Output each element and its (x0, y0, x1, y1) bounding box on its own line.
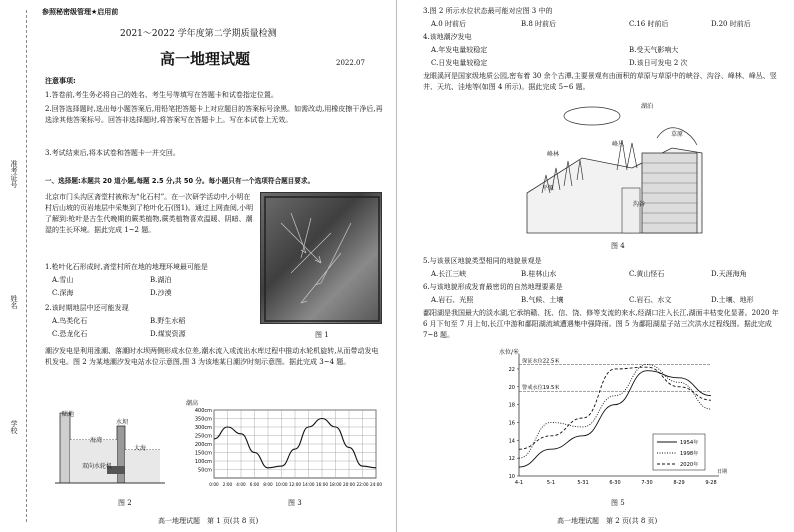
q1-option-c[interactable]: C.深海 (52, 289, 74, 297)
fig5-ytick-label: 10 (508, 474, 515, 480)
fig5-ytick-label: 14 (508, 438, 515, 445)
fig4-landscape (522, 98, 707, 238)
right-footer: 高一地理试题 第 2 页(共 8 页) (557, 517, 658, 525)
q3-option-c[interactable]: C.16 时前后 (629, 20, 669, 28)
notice-3: 3.考试结束后,将本试卷和答题卡一并交回。 (45, 149, 180, 157)
q5-option-b[interactable]: B.桂林山水 (521, 270, 557, 278)
question-6: 6.与该地貌形成发育最密切的自然地理要素是 (423, 283, 563, 291)
margin-label-name: 姓名 (10, 295, 18, 309)
fig3-xtick-label: 6:00 (249, 482, 260, 487)
passage-2: 潮汐发电是利用涨潮、落潮时水坝两侧形成水位差,潮水流入或流出水库过程中推动水轮机旋转,从而带动发电机发电。图 2 为某地潮汐发电站水位示意图,图 3 为该地某日潮汐时刻示意图。据此完成 3~4 题。 (45, 347, 379, 366)
fig3-ytick-label: 150cm (194, 450, 212, 457)
notice-1: 1.答卷前,考生务必将自己的姓名、考生号等填写在答题卡和试卷指定位置。 (45, 91, 278, 99)
exam-line: 2021～2022 学年度第二学期质量检测 (120, 29, 277, 39)
q6-option-a[interactable]: A.岩石、光照 (431, 296, 474, 304)
exam-date: 2022.07 (336, 59, 365, 67)
fig3-xtick-label: 14:00 (302, 482, 315, 487)
q2-option-d[interactable]: D.煤炭资源 (150, 330, 186, 338)
q5-option-c[interactable]: C.黄山怪石 (629, 270, 665, 278)
margin-label-school: 学校 (10, 420, 18, 434)
fig5-ytick-label: 12 (508, 456, 515, 463)
fig3-xtick-label: 22:00 (356, 482, 369, 487)
fig3-xtick-label: 12:00 (288, 482, 302, 487)
binding-line (26, 10, 27, 522)
fig5-x-label: 日期 (717, 469, 728, 475)
fig3-ytick-label: 200cm (194, 442, 212, 448)
fig3-ytick-label: 100cm (194, 459, 212, 465)
fig3-xtick-label: 0:00 (209, 482, 219, 487)
fig5-annotation: 保证水位22.5米 (522, 358, 560, 365)
fig3-ytick-label: 400cm (194, 408, 212, 414)
question-5: 5.与该景区地貌类型相同的地貌景观是 (423, 257, 542, 265)
q5-option-a[interactable]: A.长江三峡 (431, 270, 467, 278)
fig4-label-gully: 沟谷 (633, 201, 646, 208)
header-tag: 参照秘密级管理★启用前 (42, 8, 119, 16)
left-footer: 高一地理试题 第 1 页(共 8 页) (158, 517, 259, 525)
fig2-diagram (55, 408, 165, 488)
fig5-legend-label: 1954年 (680, 440, 699, 446)
q6-option-c[interactable]: C.岩石、水文 (629, 296, 672, 304)
fig5-xtick-label: 6-30 (609, 480, 621, 486)
fig4-label-plain: 平原 (542, 185, 555, 192)
fig5-y-label: 水位/米 (499, 349, 520, 356)
fig1-caption: 图 1 (315, 331, 329, 339)
fig5-caption: 图 5 (611, 499, 625, 507)
fig5-xtick-label: 4-1 (514, 480, 524, 486)
fig4-label-peak-forest: 峰林 (547, 151, 560, 158)
fig4-label-lake: 湖泊 (641, 103, 654, 110)
q5-option-d[interactable]: D.天涯海角 (711, 270, 747, 278)
q2-option-c[interactable]: C.恐龙化石 (52, 330, 88, 338)
question-4: 4.该地潮汐发电 (423, 33, 472, 41)
page-title: 高一地理试题 (160, 50, 251, 68)
fig5-legend-label: 1998年 (680, 451, 699, 457)
fig2-label-bay: 海湾 (90, 437, 103, 444)
fig5-ytick-label: 16 (508, 420, 515, 427)
q2-option-a[interactable]: A.鸟类化石 (52, 317, 88, 325)
right-page (397, 0, 794, 532)
fig2-label-sea: 大海 (134, 445, 147, 452)
notice-2: 2.回答选择题时,选出每小题答案后,用铅笔把答题卡上对应题目的答案标号涂黑。如需改动,用橡皮擦干净后,再选涂其他答案标号。回答非选择题时,将答案写在答题卡上。写在本试卷上无效。 (45, 105, 383, 124)
q4-option-c[interactable]: C.日发电量较稳定 (431, 59, 488, 67)
fig2-label-dam: 水坝 (116, 419, 129, 426)
fig5-ytick-label: 20 (508, 384, 515, 391)
q4-option-b[interactable]: B.受天气影响大 (629, 46, 679, 54)
q2-option-b[interactable]: B.野生水稻 (150, 317, 186, 325)
fig2-label-turbine: 双向水轮机 (82, 463, 113, 470)
fig3-xtick-label: 18:00 (329, 482, 342, 487)
question-1: 1.枪叶化石形成时,斋堂村所在地的地理环境最可能是 (45, 263, 208, 271)
question-2: 2.该时期地层中还可能发现 (45, 304, 129, 312)
fig3-xtick-label: 24:00 (369, 482, 383, 487)
q4-option-d[interactable]: D.该日可发电 2 次 (629, 59, 688, 67)
q3-option-b[interactable]: B.8 时前后 (521, 20, 557, 28)
fig5-ytick-label: 22 (508, 366, 515, 373)
fig3-xtick-label: 10:00 (275, 482, 288, 487)
fig5-legend-label: 2020年 (680, 462, 699, 468)
q3-option-a[interactable]: A.0 时前后 (431, 20, 466, 28)
fig5-ytick-label: 18 (508, 402, 515, 409)
q6-option-d[interactable]: D.土壤、地形 (711, 296, 754, 304)
passage-1: 北京市门头沟区斋堂村被称为“化石村”。在一次研学活动中,小明在村后山坡的页岩地层中采集到了枪叶化石(图1)。通过上网查阅,小明了解到:枪叶是古生代晚期的蕨类植物,蕨类植物喜欢温暖、阴暗、潮湿的生长环境。据此完成 1~2 题。 (45, 193, 254, 234)
fig5-xtick-label: 9-28 (705, 480, 717, 486)
fig3-ytick-label: 300cm (194, 425, 212, 431)
passage-3: 龙眼溪河是国家级地质公园,密布着 30 余个古潭,主要景观有由面积的草原与草原中的峡谷、沟谷、峰林、峰丛、竖井、天坑、洼地等(如图 4 所示)。据此完成 5~6 题。 (423, 72, 777, 91)
fig3-xtick-label: 20:00 (342, 482, 356, 487)
fig3-xtick-label: 8:00 (263, 482, 273, 487)
fossil-photo (260, 192, 382, 324)
fig3-ytick-label: 50cm (198, 467, 212, 474)
question-3: 3.图 2 所示水位状态最可能对应图 3 中的 (423, 7, 553, 15)
passage-4: 鄱阳湖是我国最大的淡水湖,它承纳赣、抚、信、饶、修等支流的来水,经湖口注入长江,湖面丰枯变化显著。2020 年 6 月下旬至 7 月上旬,长江中游和鄱阳湖流域遭遇集中强降雨。图 5 为鄱阳湖星子站三次洪水过程线图。据此完成 7~8 题。 (423, 309, 779, 339)
fig5-xtick-label: 7-30 (641, 480, 653, 486)
fig5-chart (497, 348, 729, 498)
fig2-label-land: 陆地 (62, 411, 75, 418)
fig3-xtick-label: 16:00 (315, 482, 329, 487)
q1-option-b[interactable]: B.湖泊 (150, 276, 172, 284)
fig5-xtick-label: 8-29 (673, 480, 685, 486)
fig3-xtick-label: 4:00 (236, 482, 246, 487)
notice-title: 注意事项: (45, 77, 76, 85)
fig3-ytick-label: 250cm (194, 433, 212, 440)
fig5-xtick-label: 5-31 (577, 480, 589, 486)
margin-label-exam-no: 准考证号 (10, 160, 18, 188)
q1-option-a[interactable]: A.雪山 (52, 276, 74, 284)
fig3-ytick-label: 350cm (194, 416, 212, 423)
fig4-label-grassland: 草原 (671, 131, 684, 138)
q3-option-d[interactable]: D.20 时前后 (711, 20, 751, 28)
fig4-caption: 图 4 (611, 242, 625, 250)
fig5-xtick-label: 5-1 (546, 480, 556, 486)
fig4-label-peak-cluster: 峰丛 (612, 141, 625, 148)
q1-option-d[interactable]: D.沙漠 (150, 289, 172, 297)
q4-option-a[interactable]: A.年发电量较稳定 (431, 46, 488, 54)
fig3-xtick-label: 2:00 (222, 482, 233, 487)
q6-option-b[interactable]: B.气候、土壤 (521, 296, 564, 304)
fig2-caption: 图 2 (118, 499, 132, 507)
fig3-title: 潮高 (186, 400, 199, 407)
fig3-chart (180, 406, 383, 494)
section1-title: 一、选择题:本题共 20 道小题,每题 2.5 分,共 50 分。每小题只有一个选项符合题目要求。 (45, 177, 315, 185)
fig3-caption: 图 3 (288, 499, 302, 507)
fig5-annotation: 警戒水位19.5米 (522, 385, 560, 392)
